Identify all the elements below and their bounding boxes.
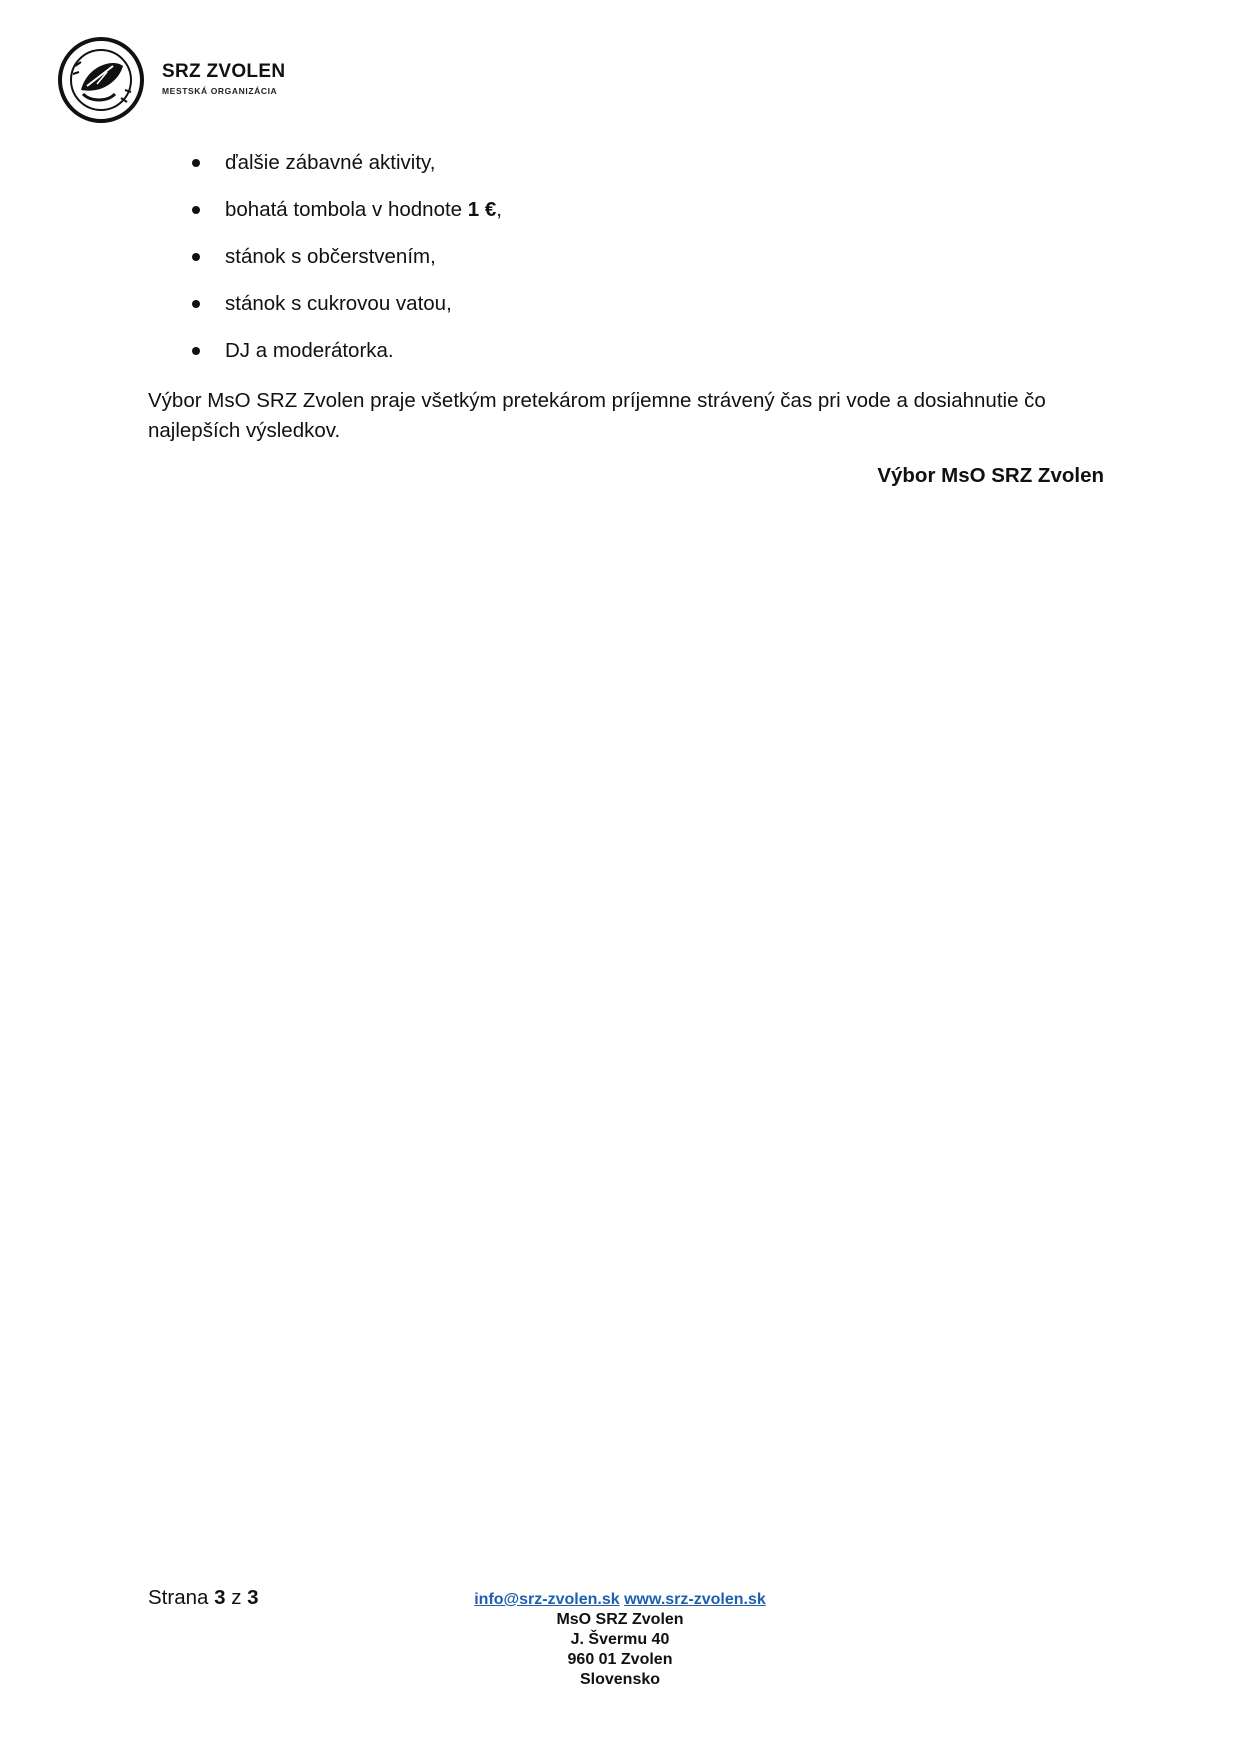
signature: Výbor MsO SRZ Zvolen bbox=[877, 464, 1104, 487]
list-item: stánok s občerstvením, bbox=[148, 242, 1108, 289]
bullet-list bbox=[148, 148, 1108, 383]
fish-circle-logo-icon bbox=[57, 36, 145, 124]
bullet-icon bbox=[192, 253, 200, 261]
bullet-icon bbox=[192, 300, 200, 308]
website-link[interactable]: www.srz-zvolen.sk bbox=[624, 1591, 766, 1608]
footer-contact bbox=[410, 1590, 830, 1690]
address-line: MsO SRZ Zvolen bbox=[556, 1611, 684, 1628]
list-item: ďalšie zábavné aktivity, bbox=[148, 148, 1108, 195]
bullet-icon bbox=[192, 347, 200, 355]
bullet-icon bbox=[192, 159, 200, 167]
page-number: Strana 3 z 3 bbox=[148, 1586, 259, 1609]
closing-paragraph: Výbor MsO SRZ Zvolen praje všetkým pretekárom príjemne strávený čas pri vode a dosiahnutie čo najlepších výsledkov. bbox=[148, 389, 1046, 442]
address-line: 960 01 Zvolen bbox=[567, 1651, 673, 1668]
brand-block bbox=[162, 62, 285, 96]
list-item: DJ a moderátorka. bbox=[148, 336, 1108, 383]
brand-name: SRZ ZVOLEN bbox=[162, 61, 286, 82]
document-body bbox=[148, 148, 1108, 491]
bullet-icon bbox=[192, 206, 200, 214]
address-line: J. Švermu 40 bbox=[570, 1631, 670, 1648]
brand-subtitle: MESTSKÁ ORGANIZÁCIA bbox=[162, 86, 278, 96]
email-link[interactable]: info@srz-zvolen.sk bbox=[474, 1591, 620, 1608]
list-item: stánok s cukrovou vatou, bbox=[148, 289, 1108, 336]
tombola-price: 1 € bbox=[467, 198, 497, 221]
address-line: Slovensko bbox=[579, 1671, 661, 1688]
list-item: bohatá tombola v hodnote 1 €, bbox=[148, 195, 1108, 242]
